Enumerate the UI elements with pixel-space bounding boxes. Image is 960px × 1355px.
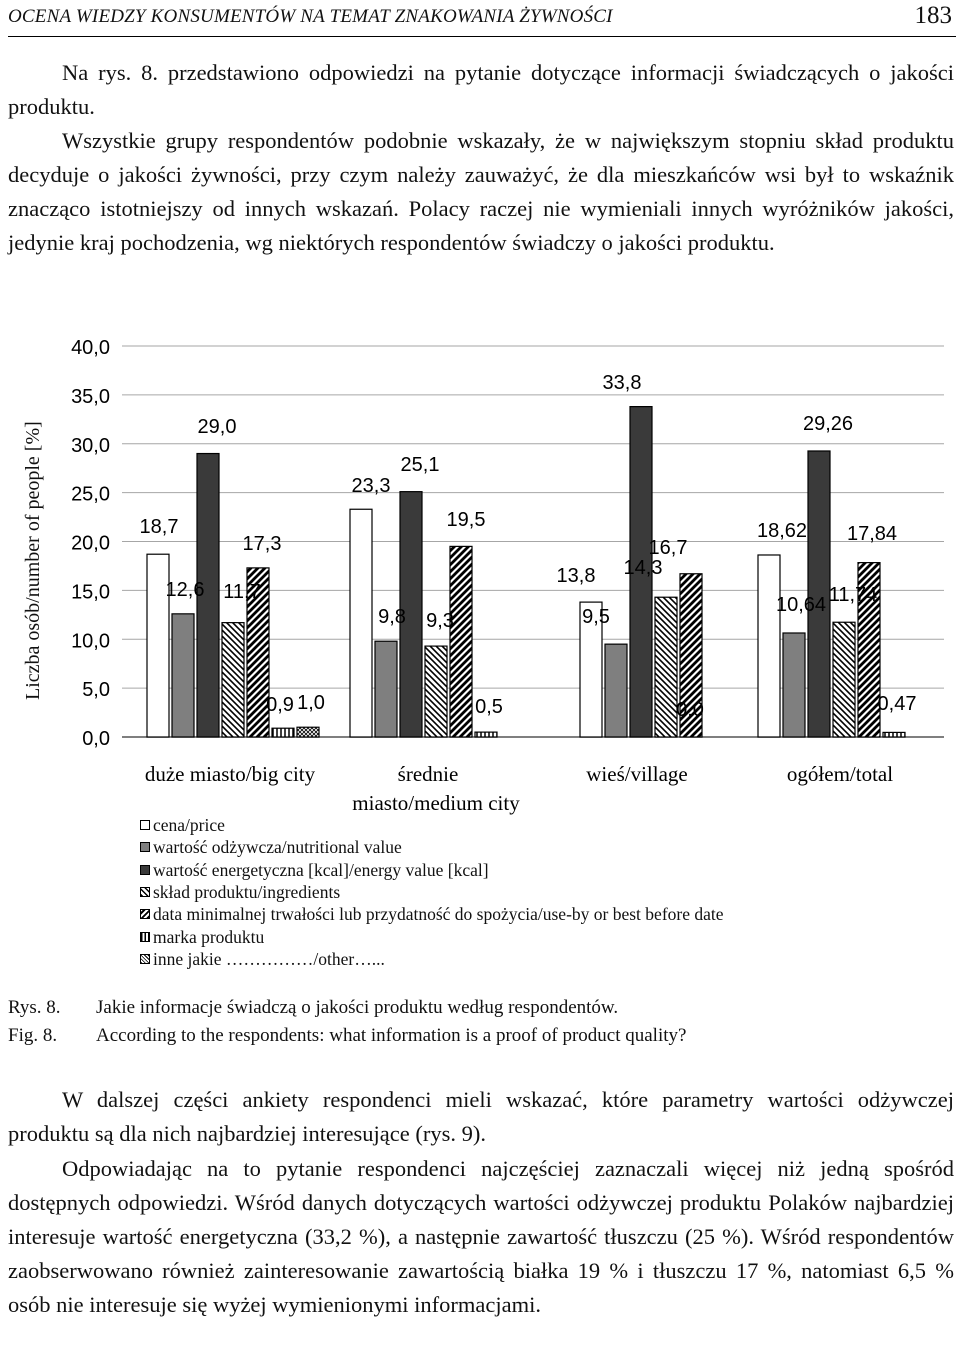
caption-label-en: Fig. 8. <box>8 1025 58 1046</box>
data-label: 14,3 <box>623 557 663 579</box>
legend-item <box>140 948 724 970</box>
y-tick-label: 40,0 <box>71 337 110 359</box>
legend-item <box>140 836 724 858</box>
y-tick-label: 5,0 <box>82 679 110 702</box>
legend-label: data minimalnej trwałości lub przydatność do spożycia/use-by or best before date <box>153 904 724 925</box>
y-tick-label: 30,0 <box>71 434 110 457</box>
legend-swatch <box>140 909 150 919</box>
running-header <box>8 2 956 37</box>
data-label: 23,3 <box>351 475 391 497</box>
bar <box>297 727 319 737</box>
data-label: 18,7 <box>139 516 179 538</box>
legend-swatch <box>140 932 150 942</box>
paragraph-4-text: Odpowiadając na to pytanie respondenci najczęściej zaznaczali więcej niż jedną spośród dostępnych odpowiedzi. Wśród danych dotyczących wartości odżywczej produktu Polaków najbardziej interesuje wartość energetyczna (33,2 %), a następnie zawartość tłuszczu (25 %). Wśród respondentów zaobserwowano również zainteresowanie zawartością białka 19 % i tłuszczu 17 %, natomiast 6,5 % osób nie interesuje się wyżej wymienionymi informacjami. <box>8 1156 954 1317</box>
category-label: ogółem/total <box>786 762 894 786</box>
legend-item <box>140 903 724 925</box>
category-label: wieś/village <box>586 762 688 786</box>
data-label: 17,3 <box>242 533 282 555</box>
paragraph-2 <box>8 124 954 260</box>
data-label: 12,6 <box>165 579 205 601</box>
legend-item <box>140 881 724 903</box>
data-label: 1,0 <box>297 692 325 714</box>
legend-swatch <box>140 887 150 897</box>
legend-label: wartość energetyczna [kcal]/energy value [kcal] <box>153 859 489 880</box>
bar <box>172 614 194 737</box>
legend-label: cena/price <box>153 815 225 836</box>
bar <box>222 623 244 737</box>
data-label: 9,3 <box>426 610 454 632</box>
data-label: 29,0 <box>197 416 237 438</box>
bar <box>272 728 294 737</box>
figure-caption <box>8 994 686 1050</box>
y-tick-label: 35,0 <box>71 385 110 408</box>
data-label: 16,7 <box>648 537 688 559</box>
data-label: 29,26 <box>802 413 854 435</box>
chart-legend <box>140 814 724 970</box>
paragraph-2-text: Wszystkie grupy respondentów podobnie wskazały, że w największym stopniu skład produktu decyduje o jakości żywności, przy czym należy zauważyć, że dla mieszkańców wsi był to wskaźnik znacząco istotniejszy od innych wskazań. Polacy raczej nie wymieniali innych wyróżników jakości, jedynie kraj pochodzenia, wg niektórych respondentów świadczy o jakości produktu. <box>8 128 954 255</box>
bar <box>605 644 627 737</box>
caption-text-en: According to the respondents: what information is a proof of product quality? <box>96 1025 687 1046</box>
data-label: 9,8 <box>378 606 406 628</box>
legend-swatch <box>140 865 150 875</box>
bar <box>450 546 472 737</box>
paragraph-3 <box>8 1083 954 1151</box>
data-label: 25,1 <box>400 454 440 476</box>
bars <box>147 407 905 737</box>
legend-swatch <box>140 820 150 830</box>
running-title: OCENA WIEDZY KONSUMENTÓW NA TEMAT ZNAKOWANIA ŻYWNOŚCI <box>8 6 613 27</box>
bar <box>883 732 905 737</box>
bar <box>425 646 447 737</box>
data-label: 9,5 <box>582 606 610 628</box>
y-axis-label: Liczba osób/number of people [%] <box>22 421 44 700</box>
caption-text-pl: Jakie informacje świadczą o jakości produktu według respondentów. <box>96 997 619 1018</box>
data-label: 0,47 <box>877 693 917 715</box>
y-tick-labels <box>71 337 110 750</box>
bar <box>758 555 780 737</box>
paragraph-4 <box>8 1152 954 1322</box>
bar <box>833 622 855 737</box>
legend-label: inne jakie ……………/other…... <box>153 948 385 969</box>
legend-item <box>140 925 724 947</box>
category-label: średnie miasto/medium city <box>352 762 520 815</box>
bar <box>375 641 397 737</box>
data-label: 13,8 <box>556 565 596 587</box>
data-label: 10,64 <box>775 594 827 616</box>
data-label: 0,9 <box>266 694 294 716</box>
bar <box>350 509 372 737</box>
bar <box>655 597 677 737</box>
data-label: 18,62 <box>756 520 808 542</box>
bar <box>475 732 497 737</box>
data-label: 33,8 <box>602 372 642 394</box>
legend-swatch <box>140 954 150 964</box>
paragraph-3-text: W dalszej części ankiety respondenci mieli wskazać, które parametry wartości odżywczej produktu są dla nich najbardziej interesujące (rys. 9). <box>8 1087 954 1146</box>
y-tick-label: 10,0 <box>71 630 110 653</box>
data-label: 19,5 <box>446 509 486 531</box>
legend-label: marka produktu <box>153 926 265 947</box>
data-label: 11,74 <box>828 584 878 606</box>
data-label: 0,0 <box>676 699 704 721</box>
legend-swatch <box>140 842 150 852</box>
data-label: 0,5 <box>475 696 503 718</box>
legend-label: skład produktu/ingredients <box>153 882 341 903</box>
y-tick-label: 25,0 <box>71 483 110 506</box>
category-label: duże miasto/big city <box>144 762 316 786</box>
y-tick-label: 20,0 <box>71 532 110 555</box>
legend-item <box>140 814 724 836</box>
paragraph-1-text: Na rys. 8. przedstawiono odpowiedzi na pytanie dotyczące informacji świadczących o jakości produktu. <box>8 60 954 119</box>
y-tick-label: 0,0 <box>82 728 110 750</box>
data-label: 17,84 <box>846 523 898 545</box>
y-tick-label: 15,0 <box>71 581 110 604</box>
paragraph-1 <box>8 56 954 124</box>
page-number: 183 <box>914 2 952 29</box>
data-label: 11,7 <box>223 581 261 603</box>
category-labels <box>145 762 893 815</box>
bar <box>783 633 805 737</box>
caption-label-pl: Rys. 8. <box>8 997 61 1018</box>
legend-item <box>140 859 724 881</box>
legend-label: wartość odżywcza/nutritional value <box>153 837 402 858</box>
